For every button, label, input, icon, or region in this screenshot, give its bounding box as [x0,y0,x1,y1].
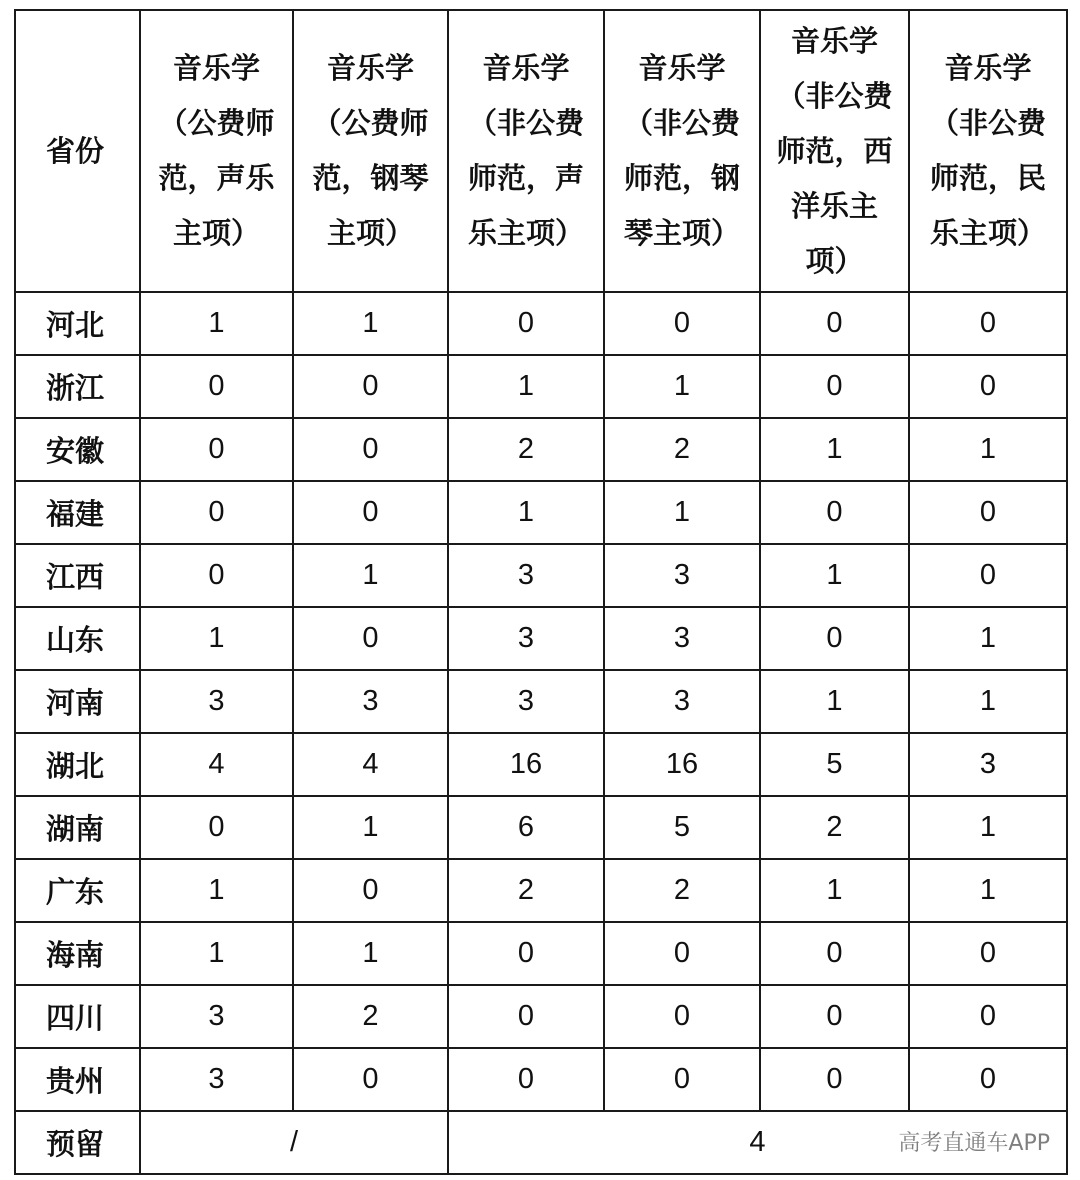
province-cell: 安徽 [15,418,140,481]
value-cell-nonpublic-piano: 2 [604,859,760,922]
value-cell-nonpublic-piano: 3 [604,607,760,670]
table-row [15,1048,1067,1111]
value-cell-public-piano: 1 [293,922,448,985]
header-public-vocal: 音乐学（公费师范，声乐主项） [140,10,293,292]
province-cell: 浙江 [15,355,140,418]
value-cell-public-vocal: 1 [140,607,293,670]
value-cell-nonpublic-folk: 3 [909,733,1067,796]
value-cell-nonpublic-western: 5 [760,733,909,796]
header-row [15,10,1067,292]
table-body [15,292,1067,1174]
value-cell-nonpublic-western: 1 [760,418,909,481]
table-row [15,859,1067,922]
value-cell-nonpublic-folk: 0 [909,922,1067,985]
reserved-nonpublic-value: 4 [448,1111,1067,1174]
watermark-text: 高考直通车APP [896,1126,1052,1157]
value-cell-nonpublic-piano: 3 [604,544,760,607]
table-row [15,544,1067,607]
table-row [15,670,1067,733]
value-cell-public-piano: 0 [293,418,448,481]
table-row [15,796,1067,859]
value-cell-nonpublic-folk: 0 [909,544,1067,607]
value-cell-public-vocal: 3 [140,985,293,1048]
value-cell-nonpublic-vocal: 16 [448,733,604,796]
value-cell-nonpublic-vocal: 1 [448,481,604,544]
header-nonpublic-vocal: 音乐学（非公费师范，声乐主项） [448,10,604,292]
value-cell-nonpublic-folk: 0 [909,1048,1067,1111]
value-cell-nonpublic-piano: 5 [604,796,760,859]
header-province: 省份 [15,10,140,292]
header-public-piano: 音乐学（公费师范，钢琴主项） [293,10,448,292]
value-cell-nonpublic-piano: 0 [604,1048,760,1111]
table-row [15,733,1067,796]
value-cell-public-piano: 0 [293,859,448,922]
value-cell-nonpublic-vocal: 3 [448,544,604,607]
value-cell-public-piano: 1 [293,544,448,607]
value-cell-nonpublic-folk: 0 [909,355,1067,418]
value-cell-nonpublic-piano: 1 [604,481,760,544]
value-cell-nonpublic-vocal: 0 [448,1048,604,1111]
province-cell: 河南 [15,670,140,733]
value-cell-nonpublic-folk: 0 [909,985,1067,1048]
value-cell-nonpublic-vocal: 2 [448,418,604,481]
value-cell-public-piano: 0 [293,607,448,670]
table-row [15,481,1067,544]
value-cell-nonpublic-vocal: 3 [448,670,604,733]
value-cell-public-piano: 0 [293,355,448,418]
value-cell-public-vocal: 3 [140,1048,293,1111]
value-cell-public-vocal: 0 [140,544,293,607]
value-cell-nonpublic-folk: 1 [909,859,1067,922]
value-cell-nonpublic-piano: 0 [604,985,760,1048]
value-cell-nonpublic-piano: 2 [604,418,760,481]
value-cell-nonpublic-western: 0 [760,922,909,985]
table-row [15,922,1067,985]
value-cell-public-piano: 1 [293,796,448,859]
value-cell-nonpublic-western: 1 [760,670,909,733]
value-cell-nonpublic-folk: 0 [909,292,1067,355]
value-cell-nonpublic-western: 0 [760,355,909,418]
table-row [15,355,1067,418]
value-cell-public-vocal: 0 [140,481,293,544]
header-nonpublic-folk: 音乐学（非公费师范，民乐主项） [909,10,1067,292]
value-cell-nonpublic-western: 0 [760,292,909,355]
value-cell-nonpublic-folk: 1 [909,607,1067,670]
value-cell-nonpublic-vocal: 1 [448,355,604,418]
value-cell-nonpublic-folk: 1 [909,670,1067,733]
province-cell: 河北 [15,292,140,355]
value-cell-public-vocal: 0 [140,418,293,481]
value-cell-nonpublic-vocal: 0 [448,292,604,355]
value-cell-nonpublic-western: 0 [760,481,909,544]
value-cell-public-vocal: 1 [140,859,293,922]
value-cell-nonpublic-vocal: 2 [448,859,604,922]
value-cell-nonpublic-piano: 1 [604,355,760,418]
value-cell-nonpublic-piano: 16 [604,733,760,796]
value-cell-nonpublic-piano: 3 [604,670,760,733]
value-cell-public-vocal: 0 [140,796,293,859]
value-cell-nonpublic-vocal: 0 [448,985,604,1048]
table-row [15,607,1067,670]
value-cell-nonpublic-western: 2 [760,796,909,859]
table-row [15,292,1067,355]
value-cell-nonpublic-piano: 0 [604,922,760,985]
value-cell-public-piano: 4 [293,733,448,796]
quota-table [14,9,1068,1175]
value-cell-nonpublic-folk: 1 [909,796,1067,859]
value-cell-nonpublic-vocal: 6 [448,796,604,859]
value-cell-public-piano: 2 [293,985,448,1048]
value-cell-public-vocal: 3 [140,670,293,733]
value-cell-nonpublic-western: 0 [760,607,909,670]
value-cell-nonpublic-piano: 0 [604,292,760,355]
table-header [15,10,1067,292]
value-cell-public-piano: 0 [293,481,448,544]
header-nonpublic-piano: 音乐学（非公费师范，钢琴主项） [604,10,760,292]
reserved-label: 预留 [15,1111,140,1174]
province-cell: 山东 [15,607,140,670]
table-row [15,418,1067,481]
province-cell: 贵州 [15,1048,140,1111]
value-cell-public-vocal: 0 [140,355,293,418]
value-cell-nonpublic-folk: 1 [909,418,1067,481]
reserved-public-value: / [140,1111,448,1174]
value-cell-nonpublic-western: 0 [760,1048,909,1111]
value-cell-nonpublic-folk: 0 [909,481,1067,544]
province-cell: 福建 [15,481,140,544]
value-cell-nonpublic-vocal: 3 [448,607,604,670]
value-cell-nonpublic-western: 1 [760,544,909,607]
province-cell: 四川 [15,985,140,1048]
province-cell: 广东 [15,859,140,922]
header-nonpublic-western: 音乐学（非公费师范，西洋乐主项） [760,10,909,292]
value-cell-public-piano: 0 [293,1048,448,1111]
value-cell-nonpublic-vocal: 0 [448,922,604,985]
value-cell-nonpublic-western: 0 [760,985,909,1048]
value-cell-public-vocal: 1 [140,922,293,985]
value-cell-public-piano: 1 [293,292,448,355]
value-cell-nonpublic-western: 1 [760,859,909,922]
province-cell: 江西 [15,544,140,607]
value-cell-public-vocal: 4 [140,733,293,796]
value-cell-public-vocal: 1 [140,292,293,355]
value-cell-public-piano: 3 [293,670,448,733]
province-cell: 湖南 [15,796,140,859]
province-cell: 海南 [15,922,140,985]
province-cell: 湖北 [15,733,140,796]
table-row [15,985,1067,1048]
